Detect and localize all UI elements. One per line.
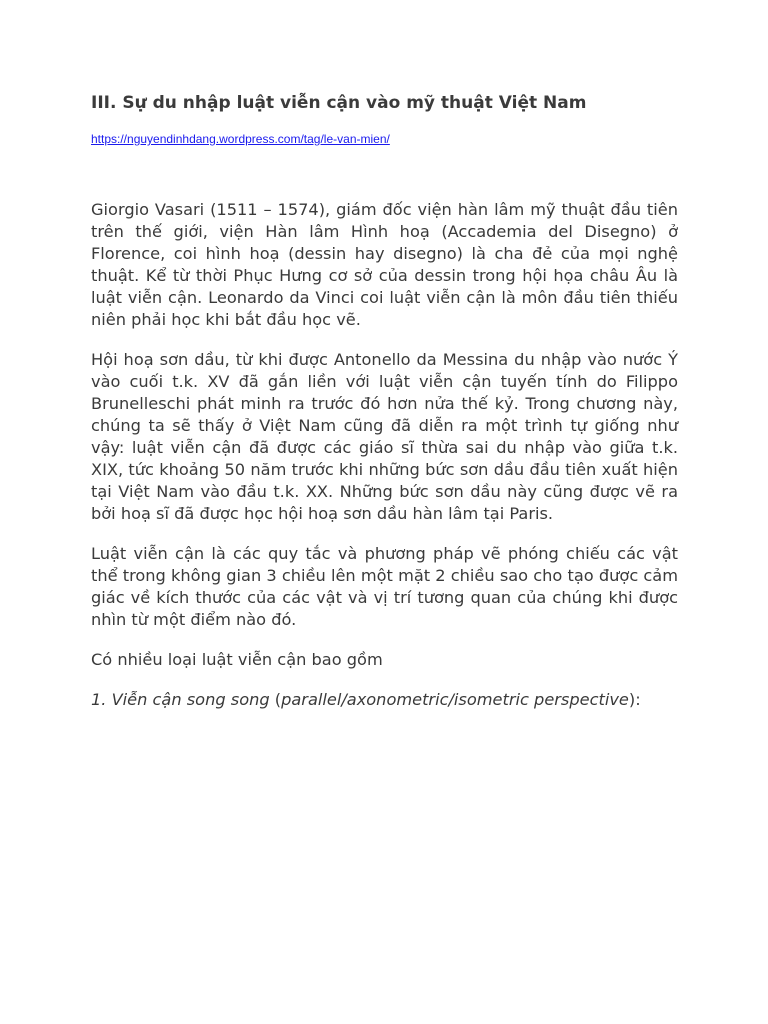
paragraph-vasari: Giorgio Vasari (1511 – 1574), giám đốc viện hàn lâm mỹ thuật đầu tiên trên thế giới, viện Hàn lâm Hình hoạ (Accademia del Disegno) ở Florence, coi hình hoạ (dessin hay disegno) là cha đẻ của mọi nghệ thuật. Kể từ thời Phục Hưng cơ sở của dessin trong hội họa châu Âu là luật viễn cận. Leonardo da Vinci coi luật viễn cận là môn đầu tiên thiếu niên phải học khi bắt đầu học vẽ. [91, 200, 678, 329]
paragraph-oil-painting: Hội hoạ sơn dầu, từ khi được Antonello da Messina du nhập vào nước Ý vào cuối t.k. XV đã gắn liền với luật viễn cận tuyến tính do Filippo Brunelleschi phát minh ra trước đó hơn nửa thế kỷ. Trong chương này, chúng ta sẽ thấy ở Việt Nam cũng đã diễn ra một trình tự giống như vậy: luật viễn cận đã được các giáo sĩ thừa sai du nhập vào giữa t.k. XIX, tức khoảng 50 năm trước khi những bức sơn dầu đầu tiên xuất hiện tại Việt Nam vào đầu t.k. XX. Những bức sơn dầu này cũng được vẽ ra bởi hoạ sĩ đã được học hội hoạ sơn dầu hàn lâm tại Paris. [91, 350, 678, 523]
list-item-paren-close: ): [628, 690, 641, 709]
document-body [91, 199, 678, 711]
list-item-title: 1. Viễn cận song song [91, 690, 270, 709]
list-item-paren-open: ( [269, 690, 282, 709]
section-heading: III. Sự du nhập luật viễn cận vào mỹ thuật Việt Nam [91, 93, 587, 113]
source-link[interactable]: https://nguyendinhdang.wordpress.com/tag/le-van-mien/ [91, 132, 390, 146]
paragraph-perspective-types-intro: Có nhiều loại luật viễn cận bao gồm [91, 650, 383, 669]
list-item-term: parallel/axonometric/isometric perspective [281, 690, 629, 709]
list-item-parallel-perspective [91, 689, 678, 711]
paragraph-perspective-definition: Luật viễn cận là các quy tắc và phương pháp vẽ phóng chiếu các vật thể trong không gian 3 chiều lên một mặt 2 chiều sao cho tạo được cảm giác về kích thước của các vật và vị trí tương quan của chúng khi được nhìn từ một điểm nào đó. [91, 544, 678, 629]
